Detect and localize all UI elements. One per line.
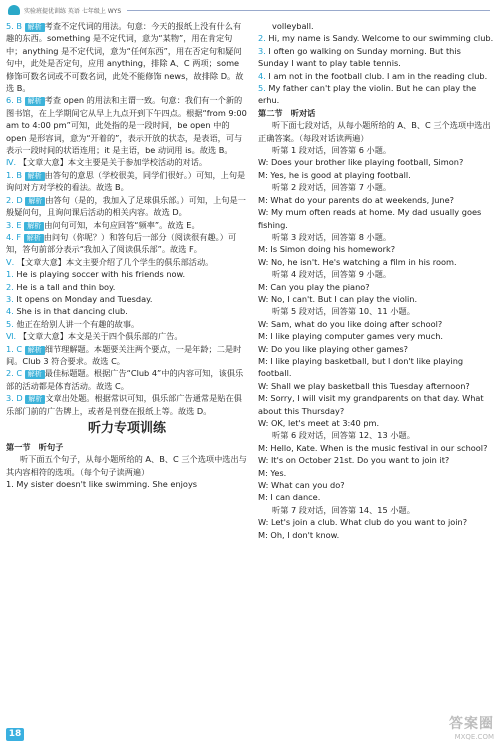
sentence-text: I often go walking on Sunday morning. But this Sunday I want to play table tennis. [258, 45, 461, 69]
dialog-line: W: Let's join a club. What club do you want to join? [258, 517, 468, 528]
analysis-tag: 解析 [25, 23, 45, 32]
section2-title: 第二节 听对话 [258, 107, 316, 118]
answer-item [6, 194, 248, 219]
answer-text: 他正在给别人讲一个有趣的故事。 [16, 318, 140, 329]
dialog-line: W: What can you do? [258, 480, 345, 491]
answer-text: 考查 open 的用法和主谓一致。句意：我们有一个新的图书馆，在上学期间它从早上九点开到下午四点。根据“from 9:00 am to 4:00 pm”可知，此处指的是一段时间，be open 中的 open 是形容词，意为“开着的”，表示开放的状态，是表语，可与表示一段时间的状语连用；it 是主语，be 动词用 is。故选 B。 [6, 95, 247, 156]
answer-text: 最佳标题题。根据广告“Club 4”中的内容可知，该俱乐部的活动都是体育活动。故选 C。 [6, 368, 244, 391]
answer-number: 3. D [6, 393, 23, 404]
dialog-line: W: No, I can't. But I can play the violin. [258, 293, 418, 304]
dialog-line: 听第 1 段对话，回答第 6 小题。 [272, 145, 392, 156]
answer-text: 由答句（是的，我加入了足球俱乐部。）可知，上句是一般疑问句，且询问课后活动的相关内容。故选 D。 [6, 194, 246, 218]
dialog-line: 听第 7 段对话，回答第 14、15 小题。 [272, 504, 415, 515]
answer-number: 6. B [6, 95, 23, 106]
analysis-tag: 解析 [25, 395, 45, 404]
dialog-line: M: I can dance. [258, 492, 321, 503]
dialog-line: W: OK, let's meet at 3:40 pm. [258, 418, 380, 428]
dialog-line: 听第 2 段对话，回答第 7 小题。 [272, 182, 392, 193]
answer-text: 由问句可知，本句应回答“频率”。故选 E。 [44, 219, 200, 230]
answer-item [6, 330, 248, 342]
answer-item [6, 256, 248, 268]
answer-number: 5. B [6, 21, 23, 31]
sentence-text: Hi, my name is Sandy. Welcome to our swimming club. [268, 33, 494, 44]
sentence-text: I am not in the football club. I am in the reading club. [268, 70, 488, 81]
answer-number: 2. [6, 281, 14, 292]
answer-number: 2. C [6, 368, 23, 379]
answer-item [6, 392, 248, 417]
analysis-tag: 解析 [24, 234, 44, 243]
answer-number: 4. [6, 306, 14, 317]
book-logo-icon [8, 5, 20, 15]
answer-item [6, 305, 248, 317]
page-header [8, 4, 490, 16]
right-column [258, 20, 494, 541]
answer-number: 4. F [6, 231, 22, 242]
answer-text: He is playing soccer with his friends now. [16, 269, 186, 280]
watermark-title: 答案圈 [449, 716, 494, 732]
dialog-line: M: Can you play the piano? [258, 281, 370, 292]
answer-number: Ⅵ. [6, 331, 17, 342]
answer-item [6, 231, 248, 256]
answer-item [6, 318, 248, 330]
sentence-number: 5. [258, 83, 266, 94]
answer-number: Ⅳ. [6, 157, 17, 168]
dialog-line: M: Sorry, I will visit my grandparents on that day. What about this Thursday? [258, 393, 484, 416]
dialog-line: M: Is Simon doing his homework? [258, 244, 396, 255]
dialog-line: 听第 3 段对话，回答第 8 小题。 [272, 231, 392, 242]
answer-item [6, 20, 248, 94]
answer-number: 3. [6, 293, 14, 304]
analysis-tag: 解析 [25, 346, 45, 355]
section2-instruction: 听下面七段对话，从每小题所给的 A、B、C 三个选项中选出正确答案。（每段对话读两遍） [258, 120, 491, 143]
answer-text: 由问句（你呢？）和答句后一部分（阅读很有趣。）可知，答句前部分表示“我加入了阅读俱乐部”。故选 F。 [6, 231, 237, 255]
answer-item [6, 281, 248, 293]
dialog-line: W: Shall we play basketball this Tuesday afternoon? [258, 380, 470, 391]
answer-number: 2. D [6, 194, 23, 205]
dialog-line: 听第 5 段对话，回答第 10、11 小题。 [272, 306, 415, 317]
dialog-line: M: Hello, Kate. When is the music festival in our school? [258, 442, 488, 453]
answer-number: 1. [6, 269, 14, 280]
sentence-item [258, 70, 494, 82]
answer-number: 1. B [6, 169, 23, 180]
header-title: 实验班提优训练 英语 七年级上 WYS [24, 7, 122, 15]
answer-text: 文章出处题。根据常识可知，俱乐部广告通常是贴在俱乐部门前的广告牌上，或者是刊登在报纸上等。故选 D。 [6, 393, 242, 416]
dialog-line: M: I like playing basketball, but I don't like playing football. [258, 355, 464, 379]
answer-item [6, 343, 248, 368]
sentence-number: 4. [258, 70, 266, 81]
answer-item [6, 367, 248, 392]
answer-item [6, 94, 248, 156]
analysis-tag: 解析 [25, 97, 45, 106]
answer-number: 1. C [6, 343, 23, 354]
section-title: 听力专项训练 [87, 421, 166, 436]
answer-item [6, 268, 248, 280]
dialog-line: W: My mum often reads at home. My dad usually goes fishing. [258, 207, 482, 230]
sentence-item [258, 20, 494, 32]
answer-number: 3. E [6, 219, 22, 230]
answer-text: 由答句的意思（学校很美，同学们很好。）可知，上句是询问对方对学校的看法。故选 B。 [6, 169, 246, 193]
dialog-line: M: Oh, I don't know. [258, 529, 340, 540]
dialog-line: 听第 6 段对话，回答第 12、13 小题。 [272, 430, 415, 441]
answer-list [6, 20, 248, 417]
sentence-item [258, 32, 494, 44]
left-column [6, 20, 248, 491]
dialog-line: W: It's on October 21st. Do you want to join it? [258, 455, 450, 466]
analysis-tag: 解析 [25, 197, 45, 206]
dialog-line: W: Do you like playing other games? [258, 343, 409, 354]
dialog-line: W: Sam, what do you like doing after school? [258, 318, 443, 329]
sentence-list [258, 20, 494, 107]
dialog-line: M: I like playing computer games very much. [258, 331, 444, 342]
answer-text: It opens on Monday and Tuesday. [16, 293, 153, 304]
answer-item [6, 156, 248, 168]
sentence-item [258, 45, 494, 70]
dialog-line: W: Does your brother like playing football, Simon? [258, 157, 464, 168]
analysis-tag: 解析 [25, 172, 45, 181]
section1-item-1: 1. My sister doesn't like swimming. She enjoys [6, 479, 198, 490]
dialog-line: M: What do your parents do at weekends, June? [258, 194, 454, 205]
page-number: 18 [6, 728, 24, 741]
answer-text: He is a tall and thin boy. [16, 281, 116, 292]
answer-item [6, 293, 248, 305]
sentence-text: My father can't play the violin. But he can play the erhu. [258, 83, 477, 106]
dialog-list [258, 144, 494, 541]
sentence-number: 2. [258, 33, 266, 44]
answer-item [6, 169, 248, 194]
dialog-line: W: No, he isn't. He's watching a film in his room. [258, 256, 457, 267]
answer-text: 细节理解题。本题要关注两个要点，一是年龄；二是时间。Club 3 符合要求。故选 C。 [6, 343, 242, 366]
answer-text: 【文章大意】本文是关于四个俱乐部的广告。 [18, 331, 183, 342]
watermark-url: MXQE.COM [454, 733, 494, 741]
sentence-text: volleyball. [272, 21, 314, 31]
answer-text: 【文章大意】本文主要是关于参加学校活动的对话。 [18, 157, 208, 168]
answer-text: 【文章大意】本文主要介绍了几个学生的俱乐部活动。 [16, 256, 214, 267]
answer-number: Ⅴ. [6, 256, 15, 267]
dialog-line: 听第 4 段对话，回答第 9 小题。 [272, 269, 392, 280]
sentence-number: 3. [258, 45, 266, 56]
section1-title: 第一节 听句子 [6, 442, 64, 452]
analysis-tag: 解析 [25, 370, 45, 379]
answer-text: She is in that dancing club. [16, 306, 128, 317]
answer-text: 考查不定代词的用法。句意：今天的报纸上没有什么有趣的东西。something 是不定代词，意为“某物”，用在肯定句中；anything 是不定代词，意为“任何东西”，用在否定句和疑问句中，此处是否定句，应用 anything，排除 A、C 两项；some 修饰可数名词或不可数名词，此处不能修饰 news，故排除 D。故选 B。 [6, 21, 244, 94]
dialog-line: M: Yes, he is good at playing football. [258, 169, 411, 180]
section1-instruction: 听下面五个句子，从每小题所给的 A、B、C 三个选项中选出与其内容相符的选项。（每个句子读两遍） [6, 454, 247, 477]
answer-item [6, 219, 248, 231]
header-rule [127, 10, 490, 11]
dialog-line: M: Yes. [258, 467, 287, 478]
sentence-item [258, 82, 494, 107]
watermark [449, 713, 494, 741]
answer-number: 5. [6, 318, 14, 329]
analysis-tag: 解析 [24, 222, 44, 231]
